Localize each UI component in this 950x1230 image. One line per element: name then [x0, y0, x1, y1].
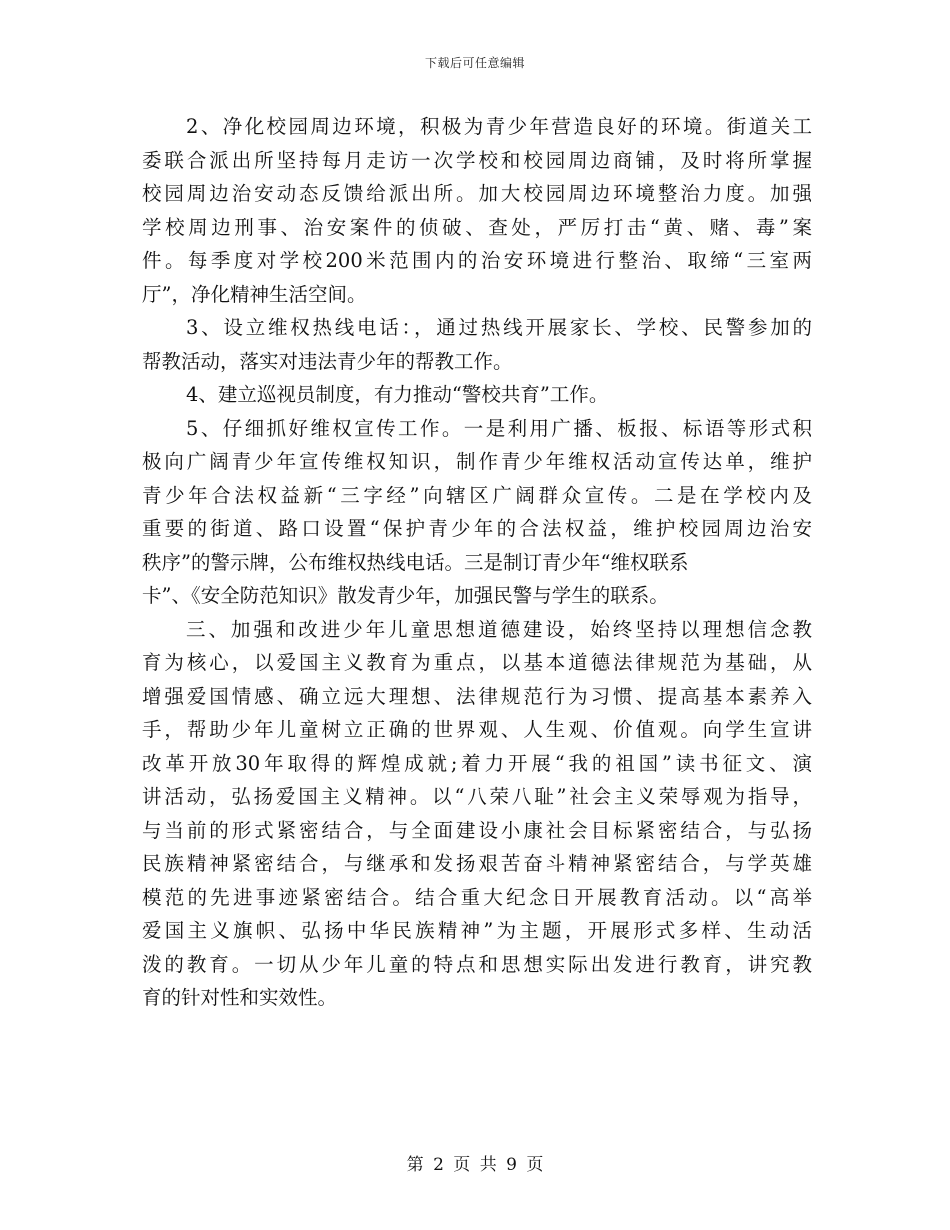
paragraph-line: 与当前的形式紧密结合，与全面建设小康社会目标紧密结合，与弘扬 [142, 818, 812, 842]
page-number-footer: 第 2 页 共 9 页 [406, 1155, 544, 1175]
paragraph-line: 育的针对性和实效性。 [142, 986, 338, 1009]
paragraph-line: 校园周边治安动态反馈给派出所。加大校园周边环境整治力度。加强 [142, 182, 812, 205]
document-body [142, 110, 812, 1015]
paragraph-line: 改革开放30年取得的辉煌成就;着力开展“我的祖国”读书征文、演 [142, 751, 812, 775]
paragraph-line: 育为核心，以爱国主义教育为重点，以基本道德法律规范为基础，从 [142, 651, 812, 674]
paragraph-patrol-system [142, 378, 812, 412]
paragraph-line: 厅”，净化精神生活空间。 [142, 282, 367, 306]
paragraph-line: 三、加强和改进少年儿童思想道德建设，始终坚持以理想信念教 [186, 617, 812, 641]
paragraph-line: 5、仔细抓好维权宣传工作。一是利用广播、板报、标语等形式积 [186, 416, 812, 440]
paragraph-line: 青少年合法权益新“三字经”向辖区广阔群众宣传。二是在学校内及 [142, 483, 812, 507]
paragraph-line: 手，帮助少年儿童树立正确的世界观、人生观、价值观。向学生宣讲 [142, 718, 812, 741]
paragraph-line: 极向广阔青少年宣传维权知识，制作青少年维权活动宣传达单，维护 [142, 450, 812, 473]
paragraph-line: 模范的先进事迹紧密结合。结合重大纪念日开展教育活动。以“高举 [142, 885, 812, 909]
paragraph-line: 增强爱国情感、确立远大理想、法律规范行为习惯、提高基本素养入 [142, 684, 812, 708]
paragraph-line: 2、净化校园周边环境，积极为青少年营造良好的环境。街道关工 [186, 115, 812, 138]
paragraph-line: 委联合派出所坚持每月走访一次学校和校园周边商铺，及时将所掌握 [142, 148, 812, 172]
paragraph-rights-publicity [142, 412, 812, 613]
paragraph-line: 讲活动，弘扬爱国主义精神。以“八荣八耻”社会主义荣辱观为指导， [142, 785, 812, 808]
paragraph-rights-hotline [142, 311, 812, 378]
paragraph-line: 卡”、《安全防范知识》散发青少年，加强民警与学生的联系。 [142, 584, 669, 607]
page-header-note: 下载后可任意编辑 [424, 56, 525, 70]
paragraph-line: 重要的街道、路口设置“保护青少年的合法权益，维护校园周边治安 [142, 517, 812, 540]
paragraph-line: 民族精神紧密结合，与继承和发扬艰苦奋斗精神紧密结合，与学英雄 [142, 852, 812, 875]
paragraph-line: 爱国主义旗帜、弘扬中华民族精神”为主题，开展形式多样、生动活 [142, 919, 812, 942]
paragraph-moral-education [142, 613, 812, 1015]
paragraph-line: 学校周边刑事、治安案件的侦破、查处，严厉打击“黄、赌、毒”案 [142, 215, 812, 239]
paragraph-line: 件。每季度对学校200米范围内的治安环境进行整治、取缔“三室两 [142, 249, 812, 272]
paragraph-line: 3、设立维权热线电话：，通过热线开展家长、学校、民警参加的 [186, 316, 812, 339]
paragraph-purify-campus-environment [142, 110, 812, 311]
paragraph-line: 4、建立巡视员制度，有力推动“警校共育”工作。 [186, 383, 609, 406]
paragraph-line: 泼的教育。一切从少年儿童的特点和思想实际出发进行教育，讲究教 [142, 952, 812, 976]
paragraph-line: 帮教活动，落实对违法青少年的帮教工作。 [142, 349, 513, 373]
paragraph-line: 秩序”的警示牌，公布维权热线电话。三是制订青少年“维权联系 [142, 550, 689, 574]
